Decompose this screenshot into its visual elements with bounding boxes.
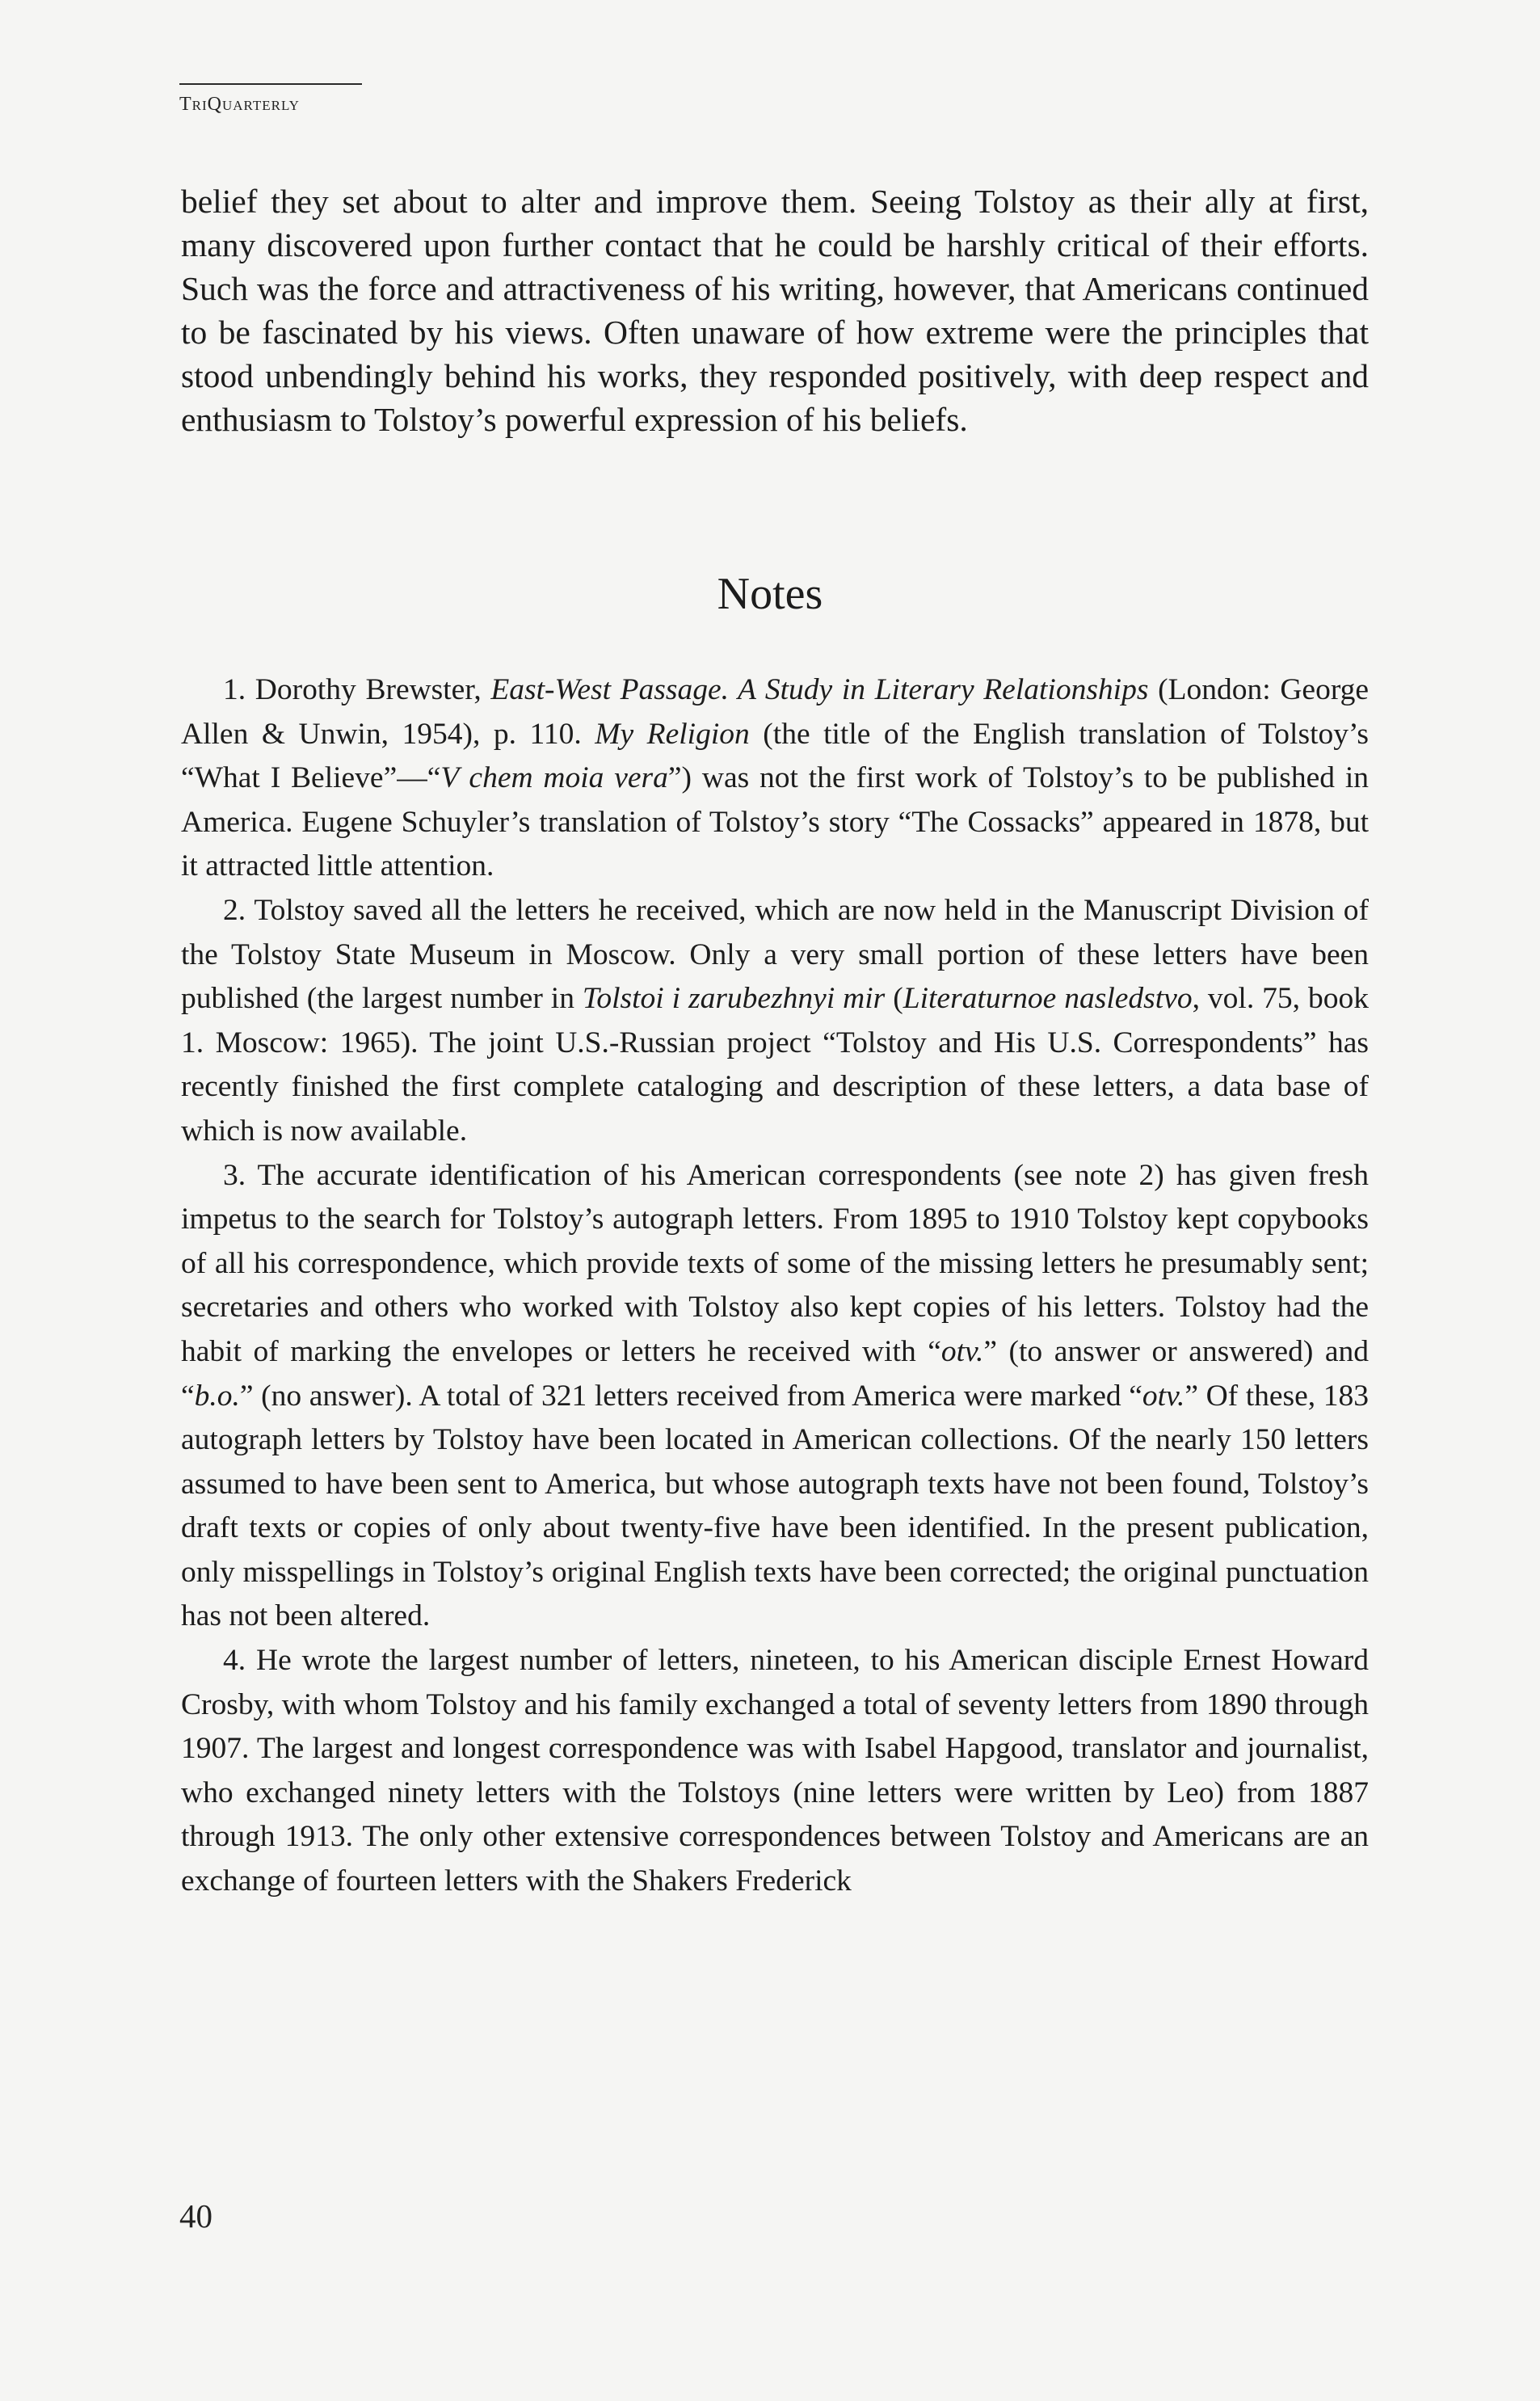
body-paragraph: belief they set about to alter and improve them. Seeing Tolstoy as their ally at first, many discovered upon further contact that he could be harshly critical of their efforts. Such was the force and attractiveness of his writing, however, that Americans continued to be fascinated by his views. Often unaware of how extreme were the principles that stood unbendingly behind his works, they responded positively, with deep respect and enthusiasm to Tolstoy’s powerful expression of his beliefs. — [181, 183, 1369, 438]
note-number: 2. — [223, 893, 246, 927]
notes-heading: Notes — [717, 569, 823, 619]
note-title-italic: Literaturnoe nasledstvo — [903, 982, 1193, 1016]
note-title-italic: V chem moia vera — [440, 761, 668, 795]
note-text: ” (to answer or answered) and “ — [181, 1334, 1369, 1413]
note-text: ” Of these, 183 autograph letters by Tolstoy have been located in American collections. Of the nearly 150 letters assumed to have been sent to America, but whose autograph texts have not been found, Tolstoy’s draft texts or copies of only about twenty-five have been identified. In the present publication, only misspellings in Tolstoy’s original English texts have been corrected; the original punctuation has not been altered. — [181, 1379, 1370, 1633]
note-text: ( — [893, 982, 903, 1016]
note-text: Tolstoy saved all the letters he received, which are now held in the Manuscript Division of the Tolstoy State Museum in Moscow. Only a very small portion of these letters have been published (the largest number in — [181, 893, 1369, 1016]
note-text: , vol. 75, book 1. Moscow: 1965). The joint U.S.-Russian project “Tolstoy and His U.S. Correspondents” has recently finished the first complete cataloging and description of these letters, a data base of which is now available. — [181, 982, 1369, 1148]
note-text: Dorothy Brewster, — [255, 673, 482, 706]
note-term-italic: b.o. — [194, 1379, 240, 1413]
note-term-italic: otv. — [940, 1334, 984, 1368]
running-head: TriQuarterly — [179, 94, 300, 115]
note-number: 1. — [223, 673, 246, 706]
note-term-italic: otv. — [1142, 1379, 1185, 1413]
note-3 — [181, 1154, 1369, 1640]
note-text: He wrote the largest number of letters, nineteen, to his American disciple Ernest Howard Crosby, with whom Tolstoy and his family exchanged a total of seventy letters from 1890 through 1907. The largest and longest correspondence was with Isabel Hapgood, translator and journalist, who exchanged ninety letters with the Tolstoys (nine letters were written by Leo) from 1887 through 1913. The only other extensive correspondences between Tolstoy and Americans are an exchange of fourteen letters with the Shakers Frederick — [181, 1644, 1370, 1898]
note-title-italic: My Religion — [595, 717, 750, 751]
note-2 — [181, 889, 1369, 1154]
note-text: (London: George Allen & Unwin, 1954), p. 110. — [181, 673, 1370, 751]
note-title-italic: East-West Passage. A Study in Literary Relationships — [490, 673, 1149, 706]
note-1 — [181, 668, 1369, 889]
note-title-italic: Tolstoi i zarubezhnyi mir — [582, 982, 886, 1016]
page-number: 40 — [179, 2197, 212, 2235]
header-rule — [179, 83, 362, 85]
note-text: The accurate identification of his American correspondents (see note 2) has given fresh impetus to the search for Tolstoy’s autograph letters. From 1895 to 1910 Tolstoy kept copybooks of all his correspondence, which provide texts of some of the missing letters he presumably sent; secretaries and others who worked with Tolstoy also kept copies of his letters. Tolstoy had the habit of marking the envelopes or letters he received with “ — [181, 1158, 1369, 1368]
notes-list — [181, 668, 1369, 1904]
note-4 — [181, 1639, 1369, 1904]
note-text: ” (no answer). A total of 321 letters received from America were marked “ — [239, 1379, 1142, 1413]
note-text: ”) was not the first work of Tolstoy’s to be published in America. Eugene Schuyler’s translation of Tolstoy’s story “The Cossacks” appeared in 1878, but it attracted little attention. — [181, 761, 1369, 883]
note-number: 4. — [223, 1644, 246, 1678]
note-number: 3. — [223, 1158, 246, 1192]
note-text: (the title of the English translation of Tolstoy’s “What I Believe”—“ — [181, 717, 1369, 795]
